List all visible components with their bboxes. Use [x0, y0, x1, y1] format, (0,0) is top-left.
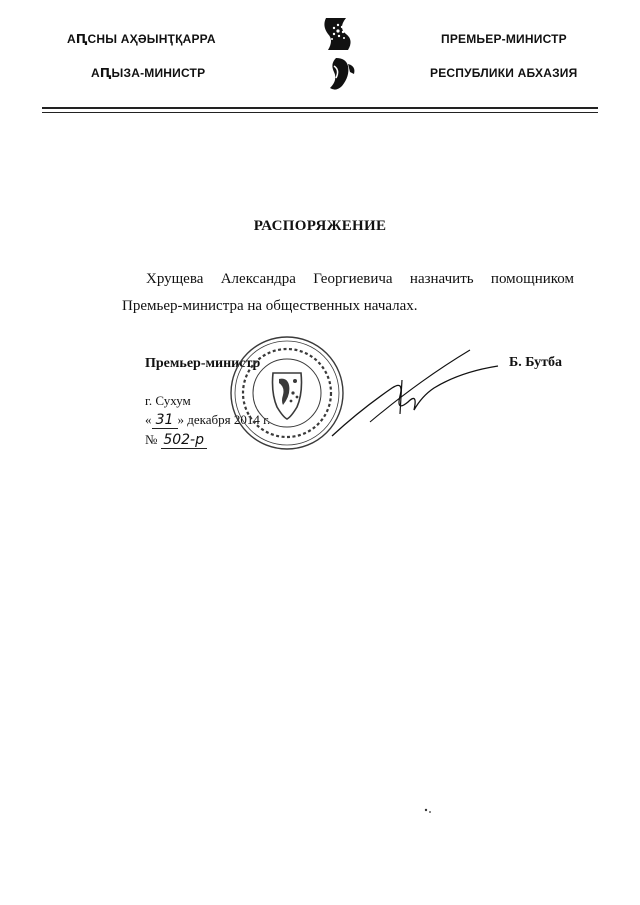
place-of-issue: г. Сухум: [145, 393, 191, 408]
order-number-label: №: [145, 432, 158, 447]
document-title: РАСПОРЯЖЕНИЕ: [253, 218, 387, 234]
date-day: 31: [152, 412, 178, 429]
header-abkhaz-line2: АԤЫЗА-МИНИСТР: [91, 66, 206, 80]
date-close-quote: »: [177, 412, 184, 427]
date-open-quote: «: [145, 412, 152, 427]
header-abkhaz-line1: АԤСНЫ АҲӘЫНҬҚАРРА: [67, 32, 216, 46]
state-emblem-icon: [320, 14, 360, 94]
handwritten-signature-icon: [330, 340, 500, 440]
header-russian-line2: РЕСПУБЛИКИ АБХАЗИЯ: [430, 66, 578, 80]
order-text: Хрущева Александра Георгиевича назначить помощником Премьер-министра на общественных началах.: [122, 271, 574, 314]
signatory-name: Б. Бутба: [509, 355, 563, 370]
date-month-year: декабря 2014 г.: [187, 412, 271, 427]
official-seal-icon: [229, 335, 345, 451]
order-number-line: [145, 432, 207, 449]
header-divider-thick: [42, 107, 598, 109]
scan-artifact-icon: [423, 807, 433, 815]
signatory-role: Премьер-министр: [145, 356, 261, 371]
header-russian-line1: ПРЕМЬЕР-МИНИСТР: [441, 32, 567, 46]
header-divider-thin: [42, 112, 598, 113]
order-number-value: 502-р: [161, 432, 207, 449]
